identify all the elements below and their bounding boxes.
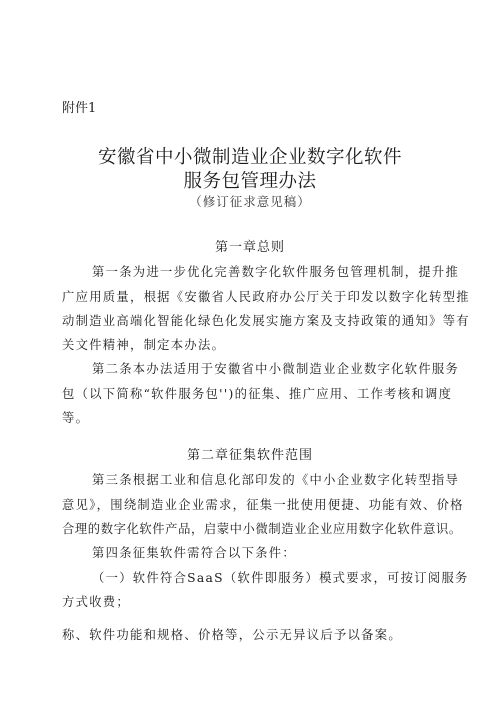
paragraph-line: 关文件精神，制定本办法。 (62, 338, 226, 352)
paragraph-line: 合理的数字化软件产品，启蒙中小微制造业企业应用数字化软件意识。 (62, 522, 462, 536)
paragraph-line: 动制造业高端化智能化绿色化发展实施方案及支持政策的通知》等有 (62, 314, 470, 328)
paragraph-line: 包（以下简称“软件服务包'')的征集、推广应用、工作考核和调度 (62, 387, 453, 401)
paragraph-line: 第三条根据工业和信息化部印发的《中小企业数字化转型指导 (92, 473, 460, 487)
paragraph-line: （一）软件符合SaaS（软件即服务）模式要求，可按订阅服务 (92, 571, 469, 585)
paragraph-line: 等。 (62, 411, 90, 425)
paragraph-line: 意见》，围绕制造业企业需求，征集一批使用便捷、功能有效、价格 (62, 498, 464, 512)
paragraph-line: 第一条为进一步优化完善数字化软件服务包管理机制，提升推 (92, 265, 460, 279)
paragraph-line: 第四条征集软件需符合以下条件： (92, 546, 296, 560)
attachment-label: 附件1 (62, 101, 97, 116)
document-title-line-1: 安徽省中小微制造业企业数字化软件 (97, 147, 402, 168)
paragraph-line: 广应用质量，根据《安徽省人民政府办公厅关于印发以数字化转型推 (62, 290, 470, 304)
document-title-line-2: 服务包管理办法 (183, 171, 317, 192)
paragraph-line: 第二条本办法适用于安徽省中小微制造业企业数字化软件服务 (92, 362, 460, 376)
paragraph-line: 称、软件功能和规格、价格等，公示无异议后予以备案。 (62, 628, 402, 642)
chapter-heading-2: 第二章征集软件范围 (186, 448, 313, 463)
chapter-heading-1: 第一章总则 (214, 240, 285, 255)
document-subtitle: （修订征求意见稿） (189, 194, 311, 209)
paragraph-line: 方式收费； (62, 595, 130, 609)
